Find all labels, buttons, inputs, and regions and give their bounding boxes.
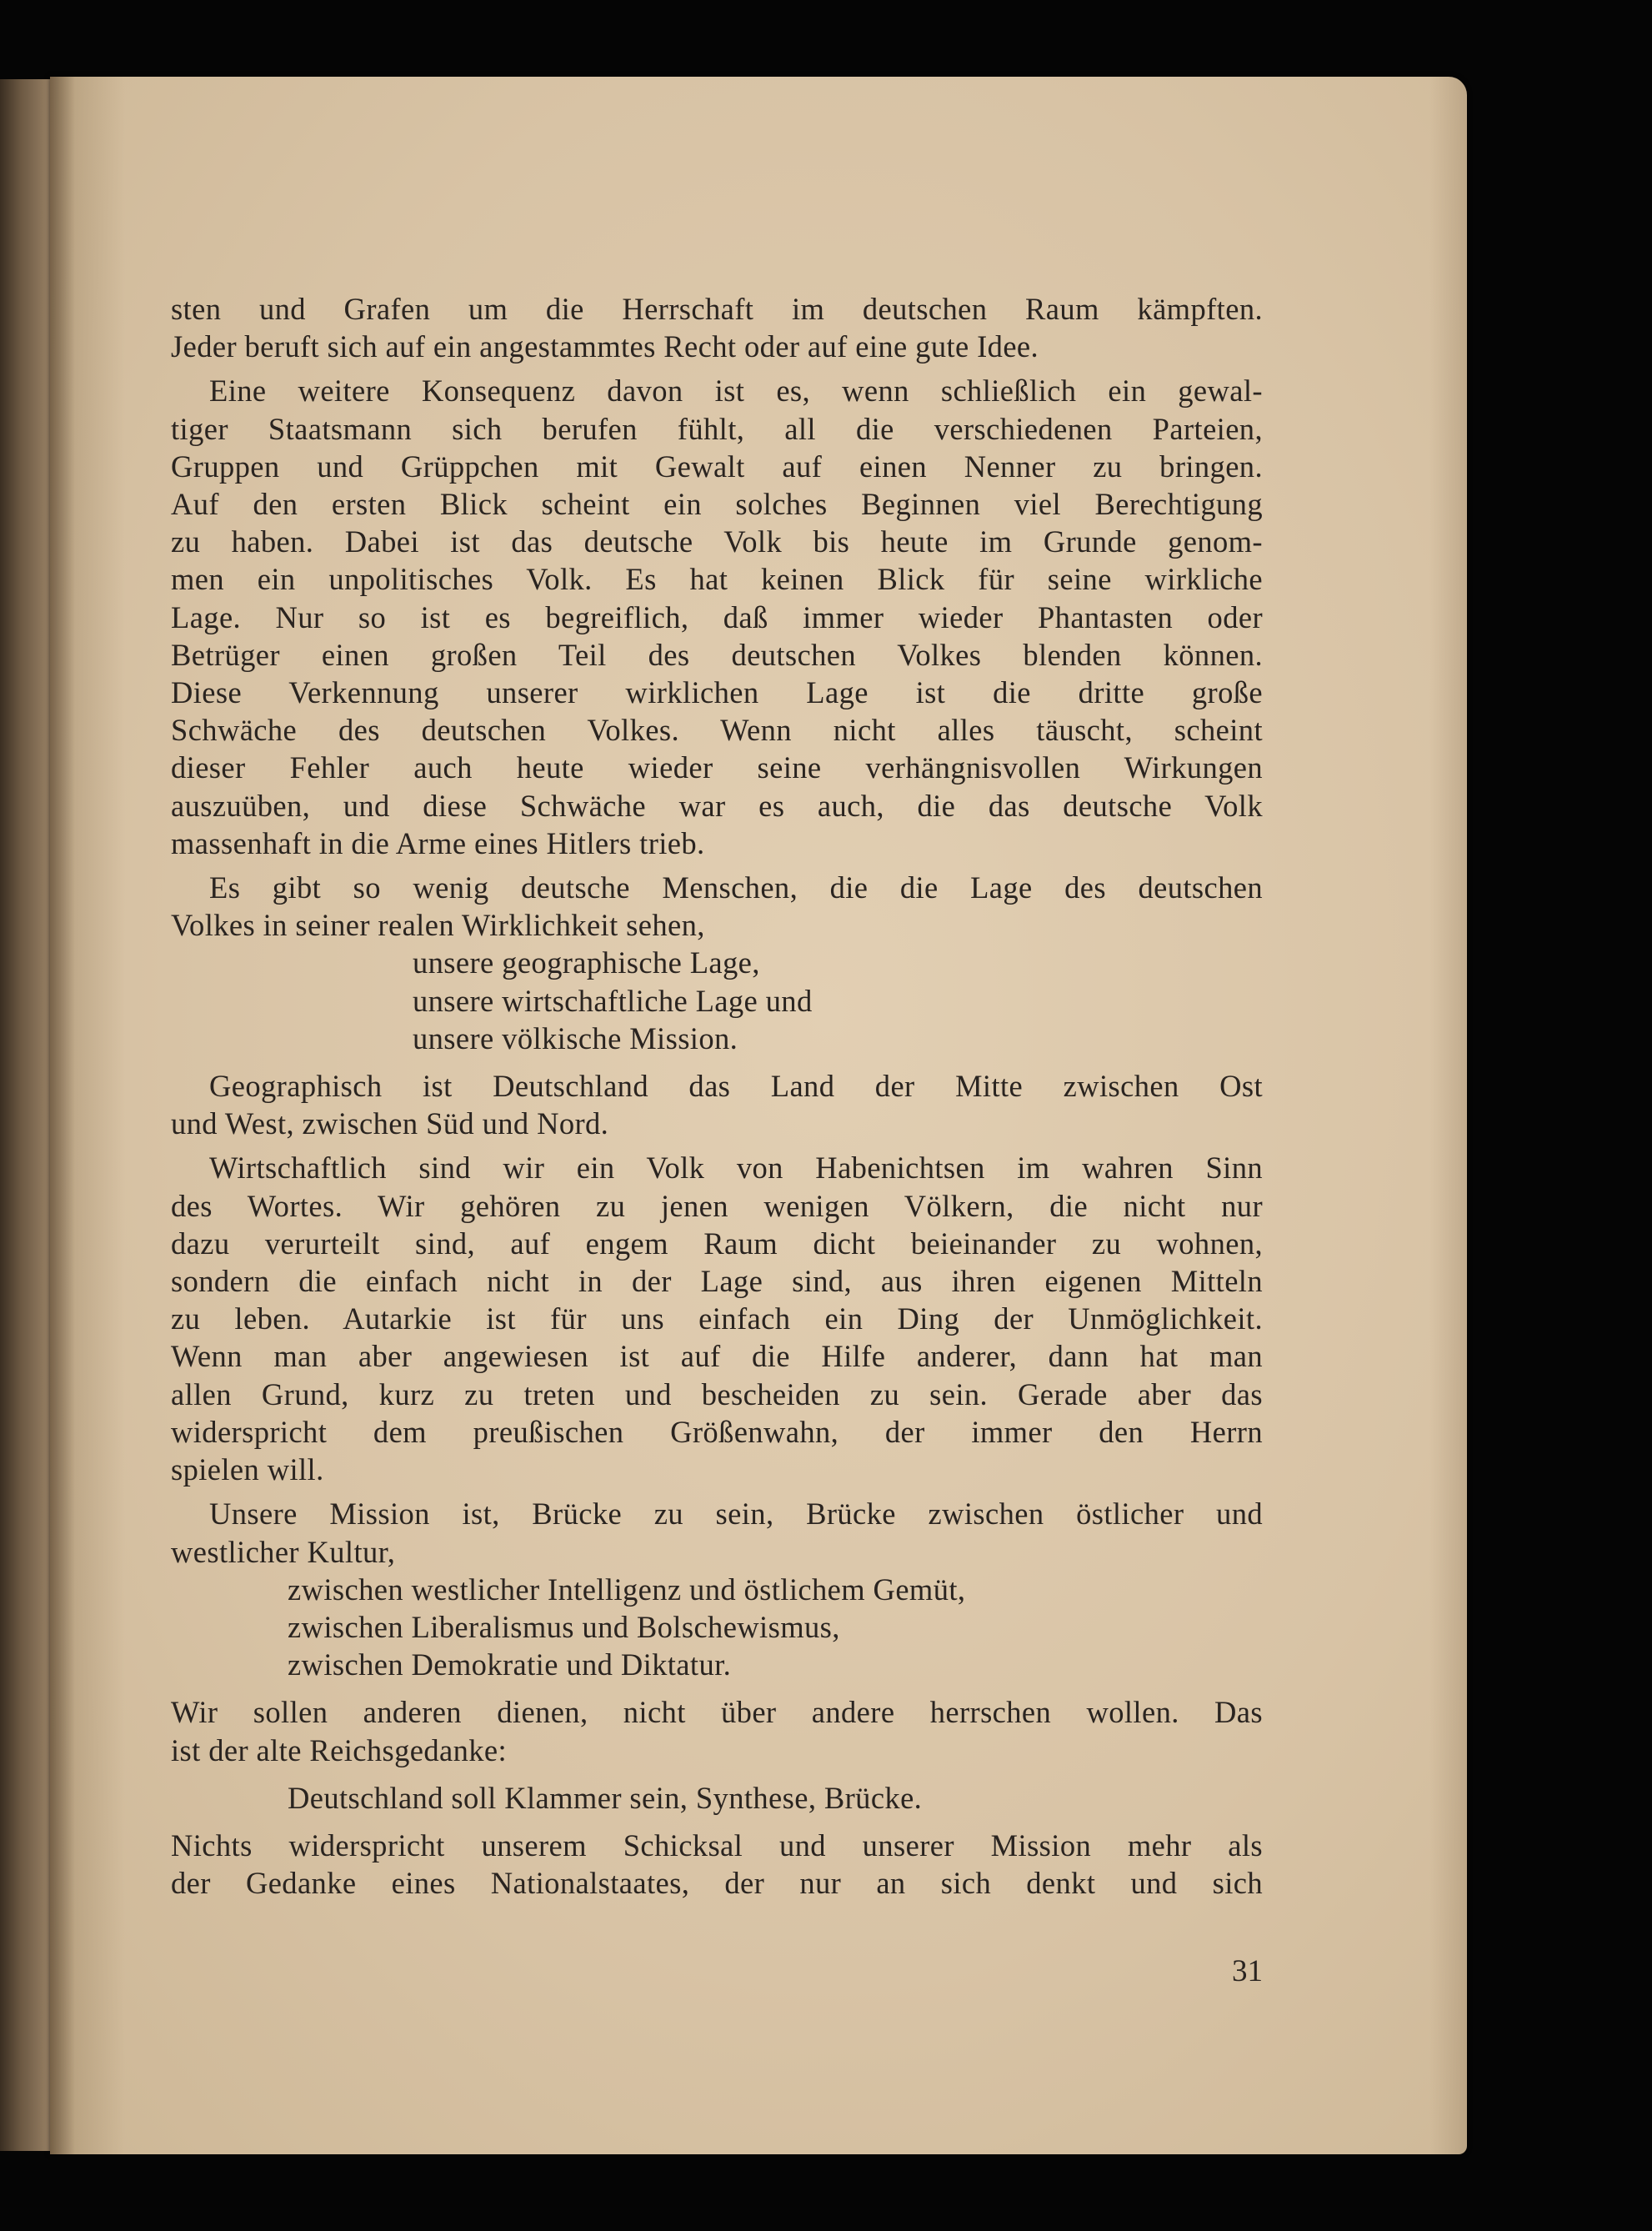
text-line: tiger Staatsmann sich berufen fühlt, all die verschiedenen Parteien, bbox=[171, 411, 1263, 446]
list-item: unsere geographische Lage, bbox=[413, 945, 760, 980]
list-item: unsere wirtschaftliche Lage und bbox=[413, 983, 813, 1018]
text-line: Diese Verkennung unserer wirklichen Lage ist die dritte große bbox=[171, 675, 1263, 710]
text-line: dieser Fehler auch heute wieder seine verhängnisvollen Wirkungen bbox=[171, 750, 1263, 785]
text-line: Volkes in seiner realen Wirklichkeit sehen, bbox=[171, 908, 705, 943]
paragraph bbox=[171, 1495, 1263, 1570]
list-item: zwischen westlicher Intelligenz und östlichem Gemüt, bbox=[288, 1572, 966, 1607]
text-line: Eine weitere Konsequenz davon ist es, wenn schließlich ein gewal- bbox=[209, 374, 1263, 409]
page-body-text bbox=[171, 290, 1263, 1902]
text-line: Es gibt so wenig deutsche Menschen, die die Lage des deutschen bbox=[209, 870, 1263, 905]
paragraph bbox=[171, 1827, 1263, 1902]
text-line: spielen will. bbox=[171, 1452, 324, 1487]
text-line: sten und Grafen um die Herrschaft im deutschen Raum kämpften. bbox=[171, 292, 1263, 326]
text-line: Wir sollen anderen dienen, nicht über andere herrschen wollen. Das bbox=[171, 1695, 1263, 1730]
text-line: Wenn man aber angewiesen ist auf die Hilfe anderer, dann hat man bbox=[171, 1339, 1263, 1374]
text-line: zu haben. Dabei ist das deutsche Volk bis heute im Grunde genom- bbox=[171, 524, 1263, 559]
lage-list bbox=[171, 944, 1263, 1057]
text-line: Betrüger einen großen Teil des deutschen Volkes blenden können. bbox=[171, 637, 1263, 672]
text-line: westlicher Kultur, bbox=[171, 1534, 396, 1569]
text-line: des Wortes. Wir gehören zu jenen wenigen Völkern, die nicht nur bbox=[171, 1188, 1263, 1223]
text-line: Geographisch ist Deutschland das Land der Mitte zwischen Ost bbox=[209, 1069, 1263, 1104]
paragraph bbox=[171, 1149, 1263, 1488]
text-line: Nichts widerspricht unserem Schicksal und unserer Mission mehr als bbox=[171, 1827, 1263, 1863]
text-line: Unsere Mission ist, Brücke zu sein, Brücke zwischen östlicher und bbox=[209, 1497, 1263, 1532]
text-line: widerspricht dem preußischen Größenwahn, der immer den Herrn bbox=[171, 1414, 1263, 1449]
text-line: Gruppen und Grüppchen mit Gewalt auf einen Nenner zu bringen. bbox=[171, 449, 1263, 484]
text-line: der Gedanke eines Nationalstaates, der nur an sich denkt und sich bbox=[171, 1866, 1263, 1901]
paragraph bbox=[171, 869, 1263, 944]
text-line: auszuüben, und diese Schwäche war es auch, die das deutsche Volk bbox=[171, 788, 1263, 823]
paragraph bbox=[171, 372, 1263, 862]
text-line: Jeder beruft sich auf ein angestammtes Recht oder auf eine gute Idee. bbox=[171, 329, 1039, 364]
motto-line: Deutschland soll Klammer sein, Synthese, Brücke. bbox=[288, 1780, 923, 1815]
paragraph bbox=[171, 1067, 1263, 1142]
zwischen-list bbox=[171, 1571, 1263, 1684]
list-item: unsere völkische Mission. bbox=[413, 1020, 738, 1055]
text-line: und West, zwischen Süd und Nord. bbox=[171, 1106, 609, 1141]
text-line: dazu verurteilt sind, auf engem Raum dicht beieinander zu wohnen, bbox=[171, 1226, 1263, 1261]
motto bbox=[171, 1779, 1263, 1817]
list-item: zwischen Liberalismus und Bolschewismus, bbox=[288, 1609, 840, 1644]
text-line: ist der alte Reichsgedanke: bbox=[171, 1732, 508, 1767]
text-line: allen Grund, kurz zu treten und bescheiden zu sein. Gerade aber das bbox=[171, 1376, 1263, 1411]
text-line: sondern die einfach nicht in der Lage sind, aus ihren eigenen Mitteln bbox=[171, 1264, 1263, 1299]
text-line: Auf den ersten Blick scheint ein solches Beginnen viel Berechtigung bbox=[171, 487, 1263, 522]
text-line: Lage. Nur so ist es begreiflich, daß immer wieder Phantasten oder bbox=[171, 599, 1263, 634]
text-line: massenhaft in die Arme eines Hitlers trieb. bbox=[171, 825, 705, 860]
gutter-shadow bbox=[50, 77, 75, 2154]
paragraph bbox=[171, 1693, 1263, 1768]
text-line: men ein unpolitisches Volk. Es hat keinen Blick für seine wirkliche bbox=[171, 562, 1263, 597]
paragraph bbox=[171, 290, 1263, 365]
list-item: zwischen Demokratie und Diktatur. bbox=[288, 1647, 732, 1682]
text-line: Schwäche des deutschen Volkes. Wenn nicht alles täuscht, scheint bbox=[171, 713, 1263, 748]
page-number: 31 bbox=[1232, 1954, 1263, 1988]
text-line: zu leben. Autarkie ist für uns einfach ein Ding der Unmöglichkeit. bbox=[171, 1301, 1263, 1336]
text-line: Wirtschaftlich sind wir ein Volk von Habenichtsen im wahren Sinn bbox=[209, 1151, 1263, 1186]
